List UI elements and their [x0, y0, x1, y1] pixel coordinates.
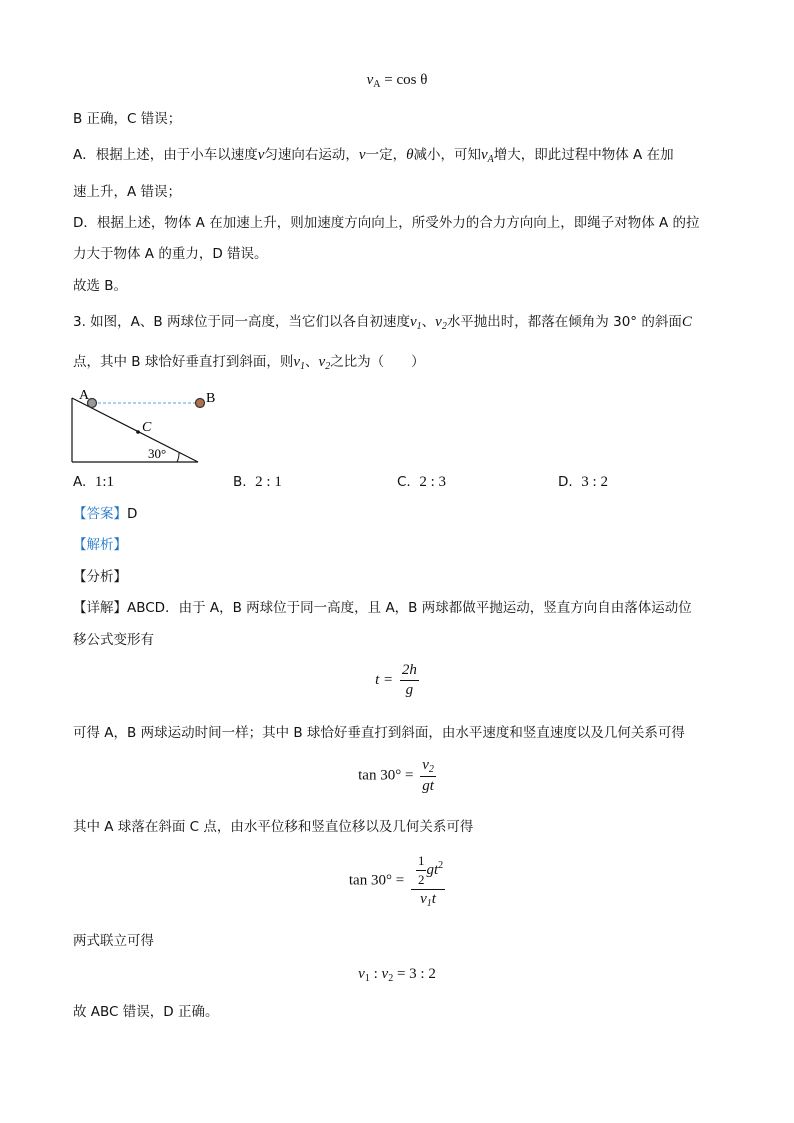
- equation-va: [0, 72, 794, 90]
- text-line-3: 其中 A 球落在斜面 C 点，由水平位移和竖直位移以及几何关系可得: [73, 819, 474, 835]
- eq1-numerator: 2h: [400, 662, 419, 681]
- eq4-rhs: = 3 : 2: [393, 966, 436, 982]
- eq-va-lhs: v: [366, 72, 374, 88]
- eq4-v1: v: [358, 966, 365, 982]
- text-line-4: 两式联立可得: [73, 933, 154, 949]
- eq2-num-v: v: [422, 757, 429, 773]
- detail-line2: 移公式变形有: [73, 632, 154, 648]
- choose-b: 故选 B。: [73, 278, 128, 294]
- a-line1-v2: v: [358, 147, 366, 163]
- explanation-d-line1: D．根据上述，物体 A 在加速上升，则加速度方向向上，所受外力的合力方向向上，即绳子对物体 A 的拉: [73, 215, 700, 231]
- equation-t: [0, 662, 794, 699]
- q-line2-sep: 、: [305, 354, 319, 370]
- eq3-denominator: [411, 890, 445, 909]
- line-b-correct: B 正确，C 错误；: [73, 111, 182, 127]
- eq3-num-sup: 2: [438, 859, 444, 871]
- option-b-letter: B.: [233, 474, 247, 490]
- eq2-num-sub: 2: [428, 764, 434, 775]
- analysis-tag: 【解析】: [73, 537, 127, 553]
- option-c-text: 2 : 3: [419, 474, 446, 490]
- equation-ratio: [0, 966, 794, 984]
- a-line1-part5: 增大，即此过程中物体 A 在加: [493, 147, 674, 163]
- question-line2: [73, 353, 425, 376]
- eq3-den-v: v: [420, 891, 427, 907]
- option-a-text: 1:1: [94, 474, 115, 490]
- eq2-lhs: tan 30° =: [358, 767, 414, 784]
- eq-va-rhs: = cos θ: [384, 72, 428, 88]
- eq4-v2: v: [381, 966, 389, 982]
- a-line1-v: v: [257, 147, 265, 163]
- eq4-v2-sub: 2: [388, 973, 394, 984]
- eq4-v1-sub: 1: [364, 973, 370, 984]
- q-line2-v2: $v_2$: [318, 354, 331, 372]
- label-c: C: [142, 420, 152, 435]
- q-line2-part3: 之比为（ ）: [330, 354, 425, 370]
- eq4-colon: :: [369, 966, 382, 982]
- q-line1-c: C: [681, 314, 692, 330]
- eq1-denominator: g: [405, 682, 414, 698]
- eq3-half-den: 2: [417, 872, 425, 887]
- q-line1-v1: $v_1$: [409, 314, 422, 332]
- q-line1-v2: $v_2$: [435, 314, 447, 332]
- incline-figure: [66, 386, 236, 466]
- answer-line: [73, 505, 137, 523]
- label-b: B: [206, 391, 216, 406]
- eq2-numerator: [420, 757, 436, 777]
- a-line1-part1: A．根据上述，由于小车以速度: [73, 147, 258, 163]
- angle-label: 30°: [148, 446, 167, 461]
- answer-value: D: [127, 506, 138, 522]
- q-line1-part3: 水平抛出时，都落在倾角为 30° 的斜面: [446, 314, 682, 330]
- a-line1-va: $v_A$: [480, 147, 494, 165]
- option-c[interactable]: [397, 474, 446, 491]
- label-a: A: [79, 388, 90, 403]
- detail-text-part1: ABCD．由于 A，B 两球位于同一高度，且 A，B 两球都做平抛运动，竖直方向自由落体运动位: [127, 600, 692, 616]
- question-line1: [73, 313, 692, 336]
- option-d[interactable]: [558, 474, 608, 491]
- eq3-lhs: tan 30° =: [348, 872, 405, 889]
- option-c-letter: C.: [397, 474, 411, 490]
- eq3-den-t: t: [431, 891, 436, 907]
- explanation-a-line2: 速上升，A 错误；: [73, 184, 182, 200]
- a-line1-part3: 一定，: [365, 147, 407, 163]
- eq1-lhs: t =: [375, 671, 394, 688]
- equation-tan-2: [0, 853, 794, 909]
- q-line2-v1: $v_1$: [293, 354, 306, 372]
- q-line1-sep: 、: [421, 314, 436, 330]
- equation-tan-1: [0, 757, 794, 795]
- eq3-fraction: [411, 853, 445, 909]
- eq-va-sub: A: [373, 79, 381, 90]
- option-b[interactable]: [233, 474, 282, 491]
- detail-line1: [73, 599, 692, 617]
- eq3-numerator: [411, 853, 445, 890]
- detail-tag: 【详解】: [73, 600, 127, 616]
- q-line1-part1: 3. 如图，A、B 两球位于同一高度，当它们以各自初速度: [73, 314, 410, 330]
- option-d-text: 3 : 2: [581, 474, 608, 490]
- eq3-num-gt: gt: [426, 861, 439, 878]
- a-line1-part2: 匀速向右运动，: [264, 147, 359, 163]
- explanation-d-line2: 力大于物体 A 的重力，D 错误。: [73, 246, 268, 262]
- fenxi-tag: 【分析】: [73, 569, 127, 585]
- ball-b: [196, 399, 205, 408]
- q-line2-part1: 点，其中 B 球恰好垂直打到斜面，则: [73, 354, 294, 370]
- answer-tag: 【答案】: [73, 506, 127, 522]
- text-line-2: 可得 A，B 两球运动时间一样；其中 B 球恰好垂直打到斜面，由水平速度和竖直速度以及几何关系可得: [73, 725, 685, 741]
- eq2-denominator: gt: [422, 778, 434, 794]
- option-a[interactable]: [73, 474, 114, 491]
- eq3-half: [416, 853, 427, 888]
- eq3-den-sub: 1: [426, 898, 432, 909]
- a-line1-part4: 减小，可知: [413, 147, 481, 163]
- conclusion: 故 ABC 错误，D 正确。: [73, 1004, 219, 1020]
- option-d-letter: D.: [558, 474, 573, 490]
- a-line1-theta: θ: [406, 147, 414, 163]
- angle-arc: [177, 453, 179, 462]
- point-c: [136, 430, 140, 434]
- option-b-text: 2 : 1: [255, 474, 282, 490]
- eq2-fraction: [420, 757, 436, 795]
- eq3-half-num: 1: [416, 853, 427, 871]
- option-a-letter: A.: [73, 474, 87, 490]
- explanation-a-line1: [73, 146, 674, 169]
- eq1-fraction: [400, 662, 419, 699]
